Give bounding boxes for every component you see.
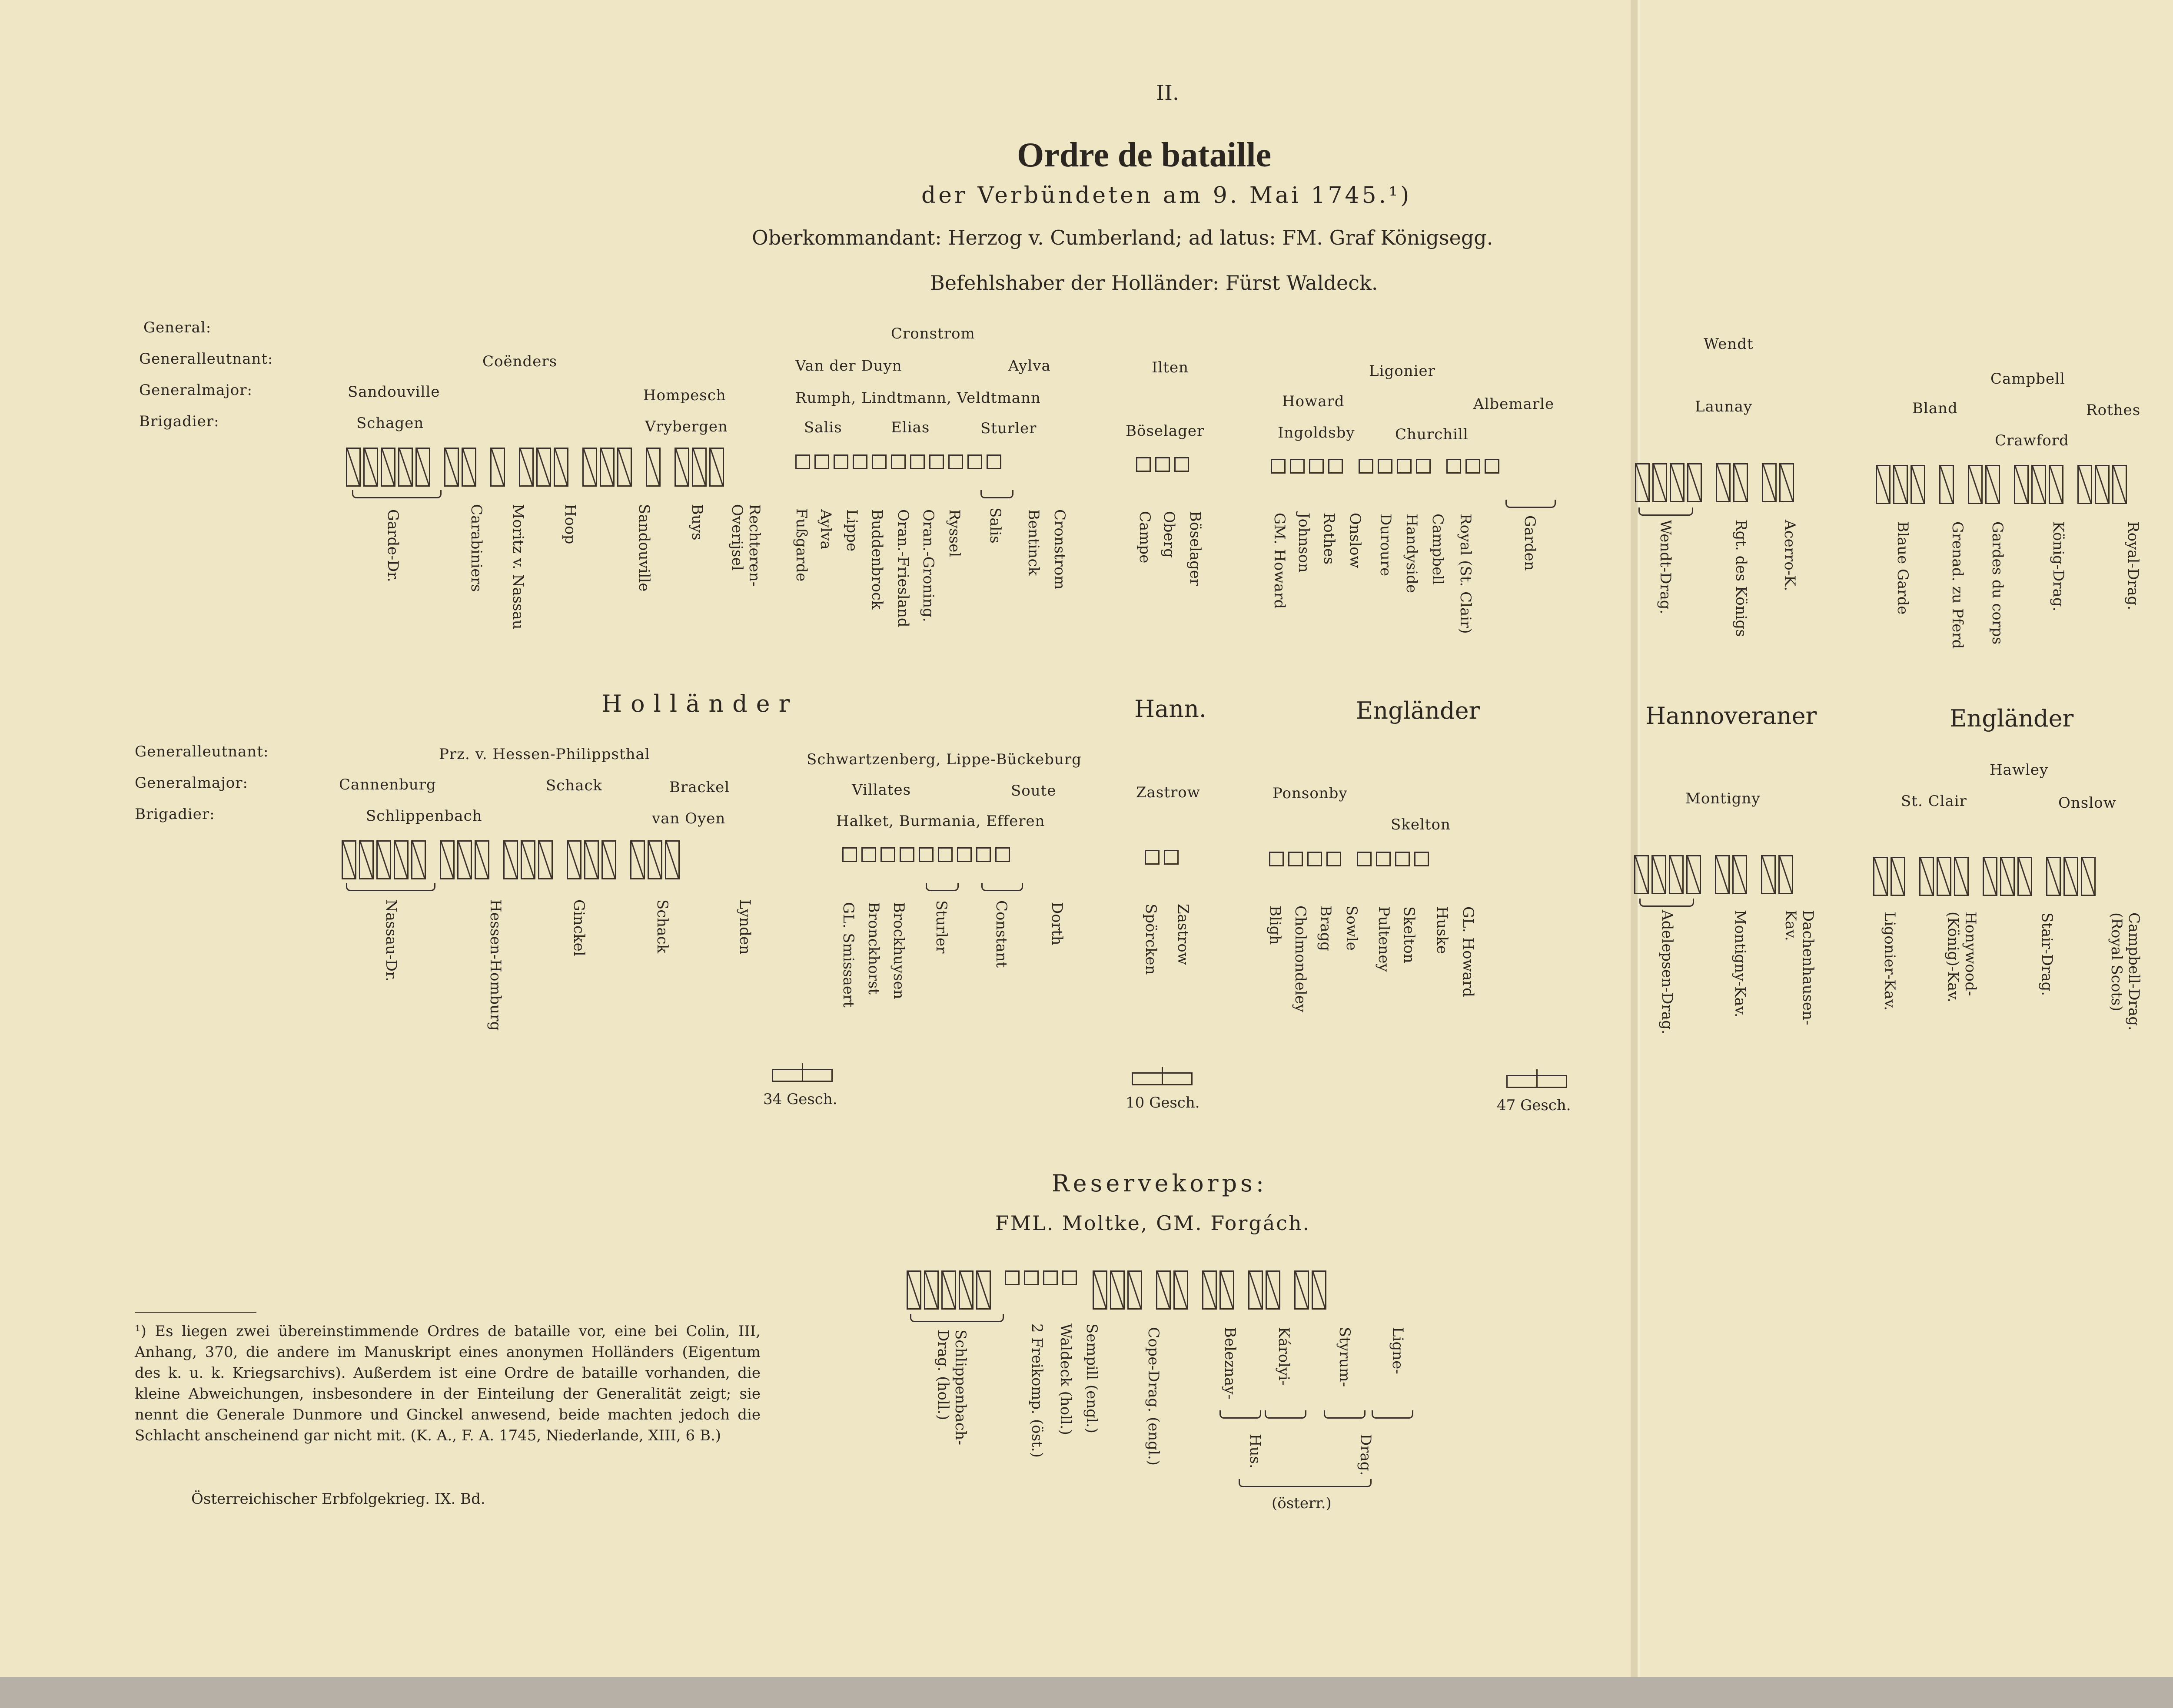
- unit-royal-drag: Royal-Drag.: [2124, 521, 2142, 610]
- majgen-albemarle: Albemarle: [1473, 395, 1555, 413]
- second-line-dutch-cavalry: [342, 840, 682, 879]
- bracket-styrum: [1324, 1410, 1366, 1419]
- page-number: II.: [1156, 81, 1180, 105]
- unit-acerro-k: Acerro-K.: [1781, 520, 1798, 591]
- unit-hoop: Hoop: [562, 504, 579, 544]
- rank-label-lt-general: Generalleutnant:: [139, 350, 273, 368]
- brig-halket: Halket, Burmania, Efferen: [836, 813, 1045, 830]
- unit-oran-groning: Oran.-Groning.: [920, 509, 937, 622]
- unit-duroure: Duroure: [1377, 514, 1394, 577]
- unit-spoercken: Spörcken: [1142, 904, 1160, 975]
- unit-buys: Buys: [688, 504, 706, 541]
- bracket-garde-dr: [352, 490, 442, 498]
- ltgen-aylva: Aylva: [1008, 357, 1051, 375]
- bracket-sturler: [926, 883, 959, 891]
- unit-handyside: Handyside: [1403, 514, 1420, 593]
- unit-schlippenbach-drag: Schlippenbach-Drag. (holl.): [934, 1330, 969, 1445]
- unit-skelton: Skelton: [1400, 906, 1418, 963]
- majgen-rothes: Rothes: [2086, 401, 2141, 419]
- unit-royal-st-clair: Royal (St. Clair): [1457, 514, 1474, 634]
- group-oesterr: (österr.): [1272, 1495, 1332, 1512]
- footnote: ¹) Es liegen zwei übereinstimmende Ordres de bataille vor, eine bei Colin, III, Anhang, 370, die andere im Manuskript eines anonymen Holländers (Eigentum des k. u. k. Kriegsarchivs). Außerdem ist eine Ordre de bataille vorhanden, die kleine Abweichungen, insbesondere in der Einteilung der Generalität zeigt; sie nennt die Generale Dunmore und Ginckel anwesend, beide machten jedoch die Schlacht anscheinend gar nicht mit. (K. A., F. A. 1745, Niederlande, XIII, 6 B.): [135, 1323, 761, 1444]
- ltgen-hessen-philippsthal: Prz. v. Hessen-Philippsthal: [439, 746, 650, 763]
- unit-pulteney: Pulteney: [1375, 906, 1392, 972]
- majgen-st-clair: St. Clair: [1901, 793, 1967, 810]
- majgen-villates: Villates: [852, 781, 911, 799]
- first-line-dutch-cavalry: [346, 448, 727, 487]
- nation-dutch: Holländer: [601, 690, 799, 717]
- bracket-salis: [980, 490, 1013, 498]
- brig-elias: Elias: [891, 419, 930, 436]
- unit-hessen-homburg: Hessen-Homburg: [487, 899, 504, 1031]
- reserve-commanders: FML. Moltke, GM. Forgách.: [995, 1211, 1311, 1235]
- rank-label-brigadier-2: Brigadier:: [135, 806, 215, 823]
- bracket-karolyi: [1265, 1410, 1306, 1419]
- second-line-english-infantry: [1269, 852, 1433, 866]
- unit-lynden: Lynden: [736, 899, 754, 955]
- first-line-english-cavalry: [1876, 465, 2130, 504]
- majgen-montigny: Montigny: [1685, 790, 1761, 807]
- bracket-wendt-drag: [1638, 507, 1693, 516]
- majgen-onslow: Onslow: [2058, 794, 2117, 812]
- nation-hannoveraner: Hannoveraner: [1645, 702, 1817, 730]
- rank-label-major-general: Generalmajor:: [139, 381, 253, 399]
- dutch-commander-line: Befehlshaber der Holländer: Fürst Waldeck.: [930, 271, 1378, 295]
- unit-adelepsen-drag: Adelepsen-Drag.: [1658, 910, 1676, 1035]
- brig-launay: Launay: [1695, 398, 1753, 415]
- unit-ligonier-kav: Ligonier-Kav.: [1881, 912, 1898, 1011]
- bracket-oesterr: [1239, 1479, 1372, 1487]
- unit-schack: Schack: [654, 899, 671, 954]
- ltgen-ligonier: Ligonier: [1369, 362, 1435, 380]
- bracket-schlippenbach-drag: [910, 1314, 1004, 1322]
- unit-moritz-v-nassau: Moritz v. Nassau: [509, 504, 527, 630]
- second-line-hann-infantry: [1145, 850, 1183, 865]
- bracket-constant: [981, 883, 1023, 891]
- source-line: Österreichischer Erbfolgekrieg. IX. Bd.: [191, 1490, 485, 1508]
- unit-lippe: Lippe: [843, 509, 861, 552]
- brig-schagen: Schagen: [356, 415, 424, 432]
- majgen-soute: Soute: [1011, 782, 1057, 799]
- bracket-nassau-dr: [346, 883, 435, 891]
- subtitle: der Verbündeten am 9. Mai 1745.¹): [921, 182, 1412, 209]
- unit-cholmondeley: Cholmondeley: [1292, 905, 1309, 1012]
- unit-ligne: Ligne-: [1389, 1327, 1406, 1374]
- majgen-cannenburg: Cannenburg: [339, 776, 436, 793]
- unit-campbell-drag: Campbell-Drag. (Royal Scots): [2108, 912, 2143, 1031]
- unit-sowle: Sowle: [1343, 905, 1360, 951]
- group-hus: Hus.: [1246, 1434, 1264, 1469]
- unit-bligh: Bligh: [1266, 905, 1284, 945]
- unit-ryssel: Ryssel: [946, 509, 963, 557]
- unit-zastrow: Zastrow: [1174, 904, 1192, 965]
- ltgen-vanderduyn: Van der Duyn: [795, 357, 902, 375]
- brig-churchill: Churchill: [1395, 426, 1469, 443]
- first-line-hann-infantry: [1136, 457, 1193, 472]
- brig-skelton: Skelton: [1391, 816, 1451, 833]
- bracket-garden: [1505, 500, 1556, 508]
- reserve-units-symbols: [907, 1270, 1329, 1310]
- unit-buddenbrock: Buddenbrock: [868, 509, 886, 610]
- unit-garde-dr: Garde-Dr.: [384, 509, 402, 582]
- unit-rothes: Rothes: [1320, 513, 1338, 565]
- unit-campe: Campe: [1136, 511, 1153, 564]
- unit-karolyi: Károlyi-: [1275, 1327, 1293, 1386]
- unit-campbell: Campbell: [1429, 514, 1446, 585]
- unit-ginckel: Ginckel: [570, 899, 588, 956]
- rank-label-brigadier: Brigadier:: [139, 413, 219, 430]
- ltgen-hawley: Hawley: [1990, 761, 2049, 779]
- unit-boeselager: Böselager: [1186, 511, 1204, 586]
- rank-label-lt-general-2: Generalleutnant:: [135, 743, 269, 760]
- unit-onslow: Onslow: [1346, 513, 1364, 568]
- unit-gardes-du-corps: Gardes du corps: [1989, 521, 2006, 645]
- first-line-english-infantry: [1271, 459, 1504, 474]
- ltgen-coenders: Coënders: [482, 353, 558, 370]
- ltgen-campbell: Campbell: [1990, 370, 2065, 388]
- nation-hann: Hann.: [1134, 695, 1207, 723]
- majgen-sandouville: Sandouville: [348, 383, 440, 401]
- artillery-dutch: 34 Gesch.: [763, 1091, 837, 1108]
- brig-boeselager: Böselager: [1126, 422, 1205, 440]
- brig-sturler: Sturler: [980, 420, 1037, 437]
- unit-brockhuysen: Brockhuysen: [890, 902, 907, 999]
- footnote-rule: [135, 1312, 256, 1313]
- nation-english: Engländer: [1356, 697, 1480, 724]
- artillery-hann: 10 Gesch.: [1126, 1094, 1200, 1111]
- unit-cronstrom: Cronstrom: [1051, 509, 1068, 590]
- unit-constant: Constant: [993, 900, 1010, 968]
- nation-english-2: Engländer: [1950, 705, 2074, 732]
- majgen-zastrow: Zastrow: [1136, 784, 1200, 801]
- unit-wendt-drag: Wendt-Drag.: [1657, 520, 1674, 614]
- brig-crawford: Crawford: [1995, 432, 2069, 449]
- unit-sempill-engl: Sempill (engl.): [1083, 1323, 1100, 1433]
- unit-bentinck: Bentinck: [1025, 509, 1042, 576]
- bracket-ligne: [1372, 1410, 1413, 1419]
- first-line-hann-cavalry: [1635, 463, 1797, 502]
- unit-nassau-dr: Nassau-Dr.: [382, 899, 400, 982]
- brig-salis: Salis: [804, 419, 842, 436]
- rank-label-major-general-2: Generalmajor:: [135, 774, 248, 792]
- second-line-hann-cavalry: [1634, 855, 1796, 894]
- majgen-bland: Bland: [1912, 400, 1958, 417]
- unit-sandouville: Sandouville: [635, 504, 653, 592]
- ltgen-schwartzenberg: Schwartzenberg, Lippe-Bückeburg: [807, 751, 1082, 768]
- unit-waldeck-holl: Waldeck (holl.): [1057, 1323, 1074, 1435]
- first-line-dutch-infantry: [795, 454, 1006, 469]
- artillery-english-symbol: [1506, 1075, 1567, 1088]
- majgen-schack: Schack: [546, 777, 603, 794]
- artillery-dutch-symbol: [772, 1069, 833, 1082]
- unit-johnson: Johnson: [1295, 513, 1312, 573]
- second-line-dutch-infantry: [842, 847, 1014, 862]
- unit-dachenhausen-kav: Dachenhausen-Kav.: [1782, 910, 1817, 1025]
- unit-carabiniers: Carabiniers: [468, 504, 485, 592]
- unit-cope-drag: Cope-Drag. (engl.): [1145, 1327, 1162, 1466]
- artillery-hann-symbol: [1132, 1072, 1193, 1085]
- unit-montigny-kav: Montigny-Kav.: [1731, 910, 1749, 1018]
- unit-stair-drag: Stair-Drag.: [2038, 912, 2056, 996]
- commander-line: Oberkommandant: Herzog v. Cumberland; ad latus: FM. Graf Königsegg.: [752, 226, 1493, 249]
- unit-koenig-drag: König-Drag.: [2050, 521, 2067, 612]
- unit-blaue-garde: Blaue Garde: [1894, 521, 1911, 615]
- artillery-english: 47 Gesch.: [1497, 1097, 1571, 1114]
- reserve-title: Reservekorps:: [1052, 1170, 1268, 1197]
- page-title: Ordre de bataille: [1017, 136, 1272, 174]
- unit-bragg: Bragg: [1317, 905, 1334, 952]
- majgen-rumph: Rumph, Lindtmann, Veldtmann: [795, 389, 1041, 407]
- unit-rechteren-overijsel: Rechteren-Overijsel: [728, 504, 763, 587]
- unit-gm-howard: GM. Howard: [1271, 513, 1288, 609]
- group-drag: Drag.: [1357, 1434, 1374, 1476]
- majgen-ponsonby: Ponsonby: [1273, 785, 1348, 802]
- second-line-english-cavalry: [1873, 857, 2098, 896]
- unit-grenad-zu-pferd: Grenad. zu Pferd: [1949, 521, 1966, 649]
- unit-bronckhorst: Bronckhorst: [865, 902, 882, 995]
- unit-2-freikomp: 2 Freikomp. (öst.): [1028, 1323, 1046, 1458]
- unit-fussgarde: Fußgarde: [793, 508, 810, 582]
- general-wendt: Wendt: [1704, 335, 1754, 353]
- unit-beleznay: Beleznay-: [1221, 1327, 1239, 1400]
- unit-oberg: Oberg: [1160, 511, 1178, 558]
- majgen-brackel: Brackel: [669, 779, 730, 796]
- brig-schlippenbach: Schlippenbach: [366, 807, 482, 825]
- brig-van-oyen: van Oyen: [652, 810, 726, 827]
- unit-salis: Salis: [987, 507, 1004, 544]
- unit-dorth: Dorth: [1048, 902, 1066, 945]
- unit-garden: Garden: [1521, 515, 1538, 571]
- unit-aylva: Aylva: [817, 509, 834, 550]
- ltgen-ilten: Ilten: [1152, 359, 1189, 376]
- bracket-beleznay: [1219, 1410, 1261, 1419]
- scan-background: [0, 1677, 2173, 1708]
- unit-gl-howard: GL. Howard: [1459, 906, 1477, 997]
- unit-rgt-des-koenigs: Rgt. des Königs: [1732, 520, 1750, 637]
- bracket-adelepsen: [1639, 899, 1694, 907]
- unit-gl-smissaert: GL. Smissaert: [840, 902, 857, 1008]
- brig-vrybergen: Vrybergen: [645, 418, 728, 435]
- page-fold-highlight: [1638, 0, 1640, 1677]
- brig-ingoldsby: Ingoldsby: [1278, 424, 1355, 441]
- unit-styrum: Styrum-: [1336, 1327, 1353, 1387]
- unit-huske: Huske: [1433, 906, 1451, 954]
- majgen-hompesch: Hompesch: [643, 387, 726, 404]
- unit-honywood-koenig-kav: Honywood- (König)-Kav.: [1944, 912, 1979, 1003]
- majgen-howard: Howard: [1282, 393, 1345, 410]
- unit-sturler-2: Sturler: [933, 900, 950, 954]
- unit-oran-friesland: Oran.-Friesland: [894, 509, 912, 627]
- page-fold: [1631, 0, 1638, 1677]
- general-cronstrom: Cronstrom: [891, 325, 975, 342]
- rank-label-general: General:: [143, 319, 212, 336]
